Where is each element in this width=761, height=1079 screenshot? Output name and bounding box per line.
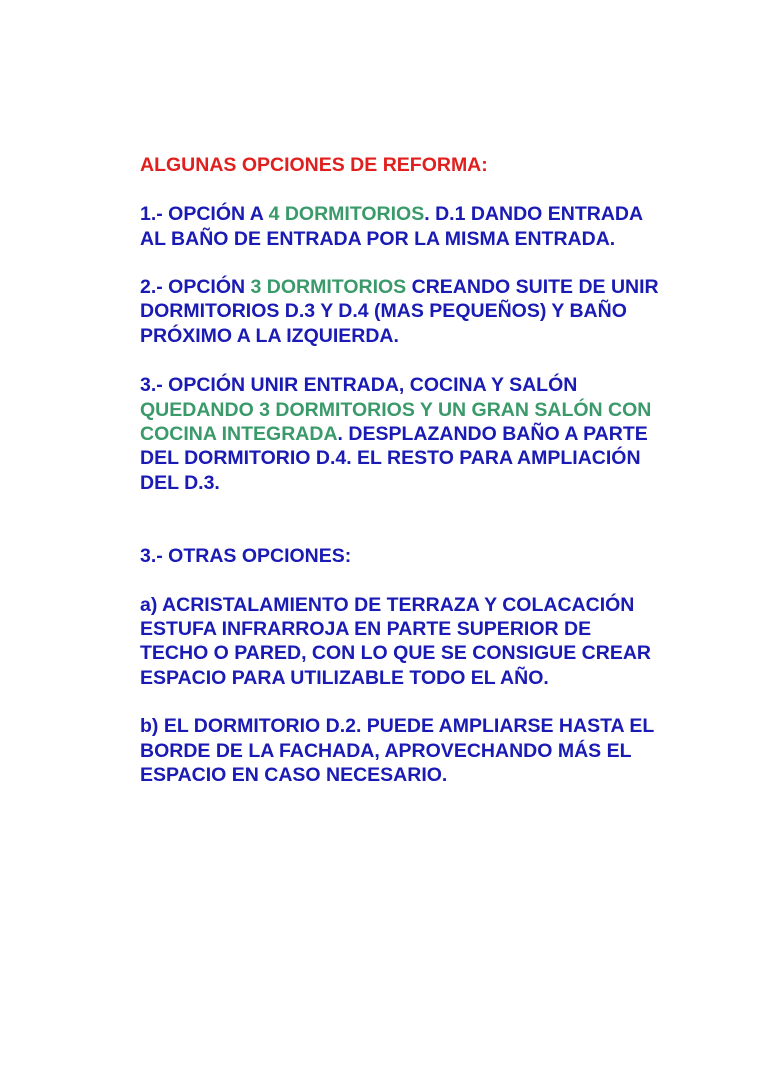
item-b-line-1: b) EL DORMITORIO D.2. PUEDE AMPLIARSE HASTA EL	[140, 715, 655, 737]
option-2-highlight: 3 DORMITORIOS	[250, 276, 407, 298]
option-1-line-1	[140, 202, 643, 227]
item-b-line-2: BORDE DE LA FACHADA, APROVECHANDO MÁS EL	[140, 740, 632, 762]
item-a-line-1: a) ACRISTALAMIENTO DE TERRAZA Y COLACACIÓN	[140, 594, 635, 616]
option-3-line-4: DEL DORMITORIO D.4. EL RESTO PARA AMPLIACIÓN	[140, 447, 641, 469]
option-3-line-5: DEL D.3.	[140, 472, 220, 494]
option-2-line-1	[140, 275, 659, 300]
item-a-line-2: ESTUFA INFRARROJA EN PARTE SUPERIOR DE	[140, 618, 592, 640]
option-3-line-3	[140, 422, 648, 447]
option-1-line-2: AL BAÑO DE ENTRADA POR LA MISMA ENTRADA.	[140, 228, 616, 250]
option-3-text: . DESPLAZANDO BAÑO A PARTE	[337, 423, 648, 445]
item-a-line-4: ESPACIO PARA UTILIZABLE TODO EL AÑO.	[140, 667, 549, 689]
option-3-line-2: QUEDANDO 3 DORMITORIOS Y UN GRAN SALÓN CON	[140, 399, 652, 421]
option-2-text: CREANDO SUITE DE UNIR	[406, 276, 659, 298]
option-2-line-2: DORMITORIOS D.3 Y D.4 (MAS PEQUEÑOS) Y BAÑO	[140, 300, 627, 322]
option-1-text: . D.1 DANDO ENTRADA	[424, 203, 644, 225]
option-2-number: 2.- OPCIÓN	[140, 276, 251, 298]
item-a-line-3: TECHO O PARED, CON LO QUE SE CONSIGUE CREAR	[140, 642, 652, 664]
page-title: ALGUNAS OPCIONES DE REFORMA:	[140, 154, 488, 176]
option-3-highlight: COCINA INTEGRADA	[140, 423, 338, 445]
item-b-line-3: ESPACIO EN CASO NECESARIO.	[140, 764, 448, 786]
option-2-line-3: PRÓXIMO A LA IZQUIERDA.	[140, 325, 399, 347]
option-3-line-1: 3.- OPCIÓN UNIR ENTRADA, COCINA Y SALÓN	[140, 374, 578, 396]
other-options-heading: 3.- OTRAS OPCIONES:	[140, 545, 352, 567]
option-1-number: 1.- OPCIÓN A	[140, 203, 269, 225]
option-1-highlight: 4 DORMITORIOS	[268, 203, 425, 225]
